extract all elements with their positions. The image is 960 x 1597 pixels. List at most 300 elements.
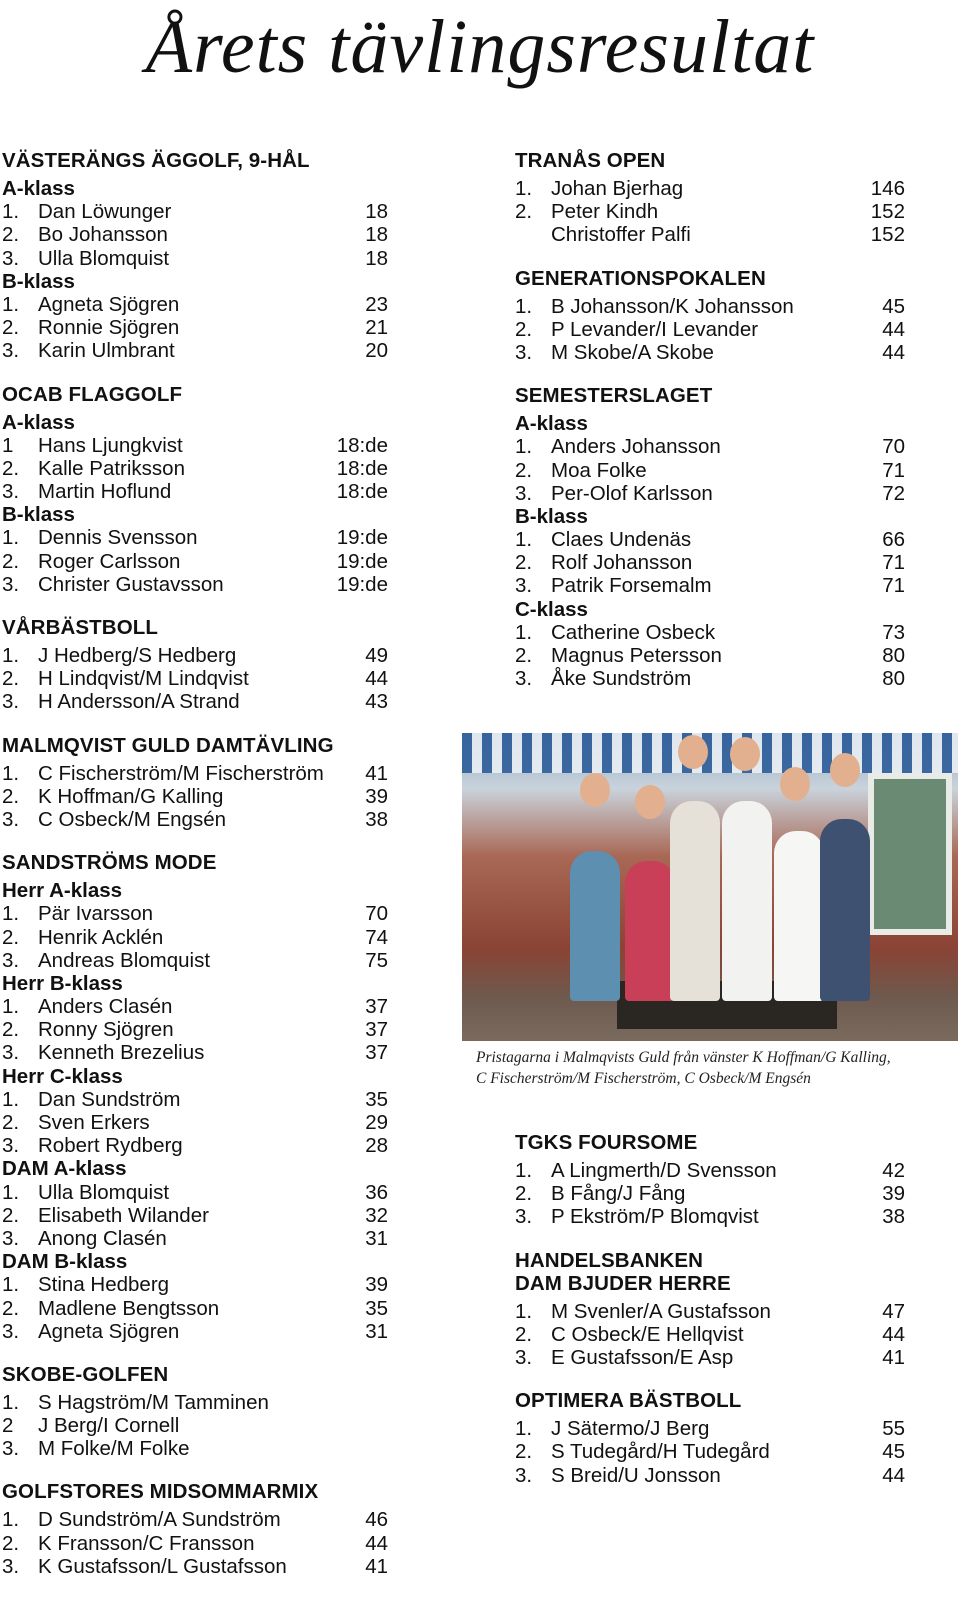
score: 37 — [365, 995, 388, 1019]
placing: 2. — [2, 549, 20, 573]
result-row — [2, 949, 388, 972]
class-label: DAM A-klass — [2, 1157, 127, 1181]
section-title: HANDELSBANKEN — [515, 1248, 704, 1272]
result-row — [515, 528, 905, 551]
class-label: B-klass — [515, 504, 588, 528]
player-name: Karin Ulmbrant — [38, 339, 175, 363]
player-name: Stina Hedberg — [38, 1273, 170, 1297]
placing: 3. — [2, 1437, 20, 1461]
placing: 2. — [515, 644, 533, 667]
score: 44 — [882, 340, 905, 364]
score: 37 — [365, 1041, 388, 1065]
result-row — [2, 457, 388, 480]
placing: 3. — [2, 807, 20, 831]
person-head — [780, 767, 810, 801]
placing: 1. — [515, 1299, 533, 1323]
player-name: B Fång/J Fång — [551, 1182, 686, 1206]
person-head — [580, 773, 610, 807]
player-name: Claes Undenäs — [551, 528, 692, 552]
result-row — [2, 1111, 388, 1134]
player-name: Roger Carlsson — [38, 549, 181, 573]
result-row — [2, 316, 388, 339]
score: 19:de — [336, 549, 388, 573]
placing: 1. — [2, 1273, 20, 1297]
score: 146 — [870, 177, 905, 200]
placing: 2. — [2, 1531, 20, 1555]
placing: 1. — [2, 902, 20, 926]
class-label: Herr A-klass — [2, 879, 123, 903]
player-name: Catherine Osbeck — [551, 620, 716, 644]
placing: 1. — [2, 200, 20, 224]
result-row — [515, 1346, 905, 1369]
score: 41 — [882, 1345, 905, 1369]
player-name: Hans Ljungkvist — [38, 433, 183, 457]
result-row — [2, 339, 388, 362]
score: 20 — [365, 339, 388, 363]
class-label: B-klass — [2, 503, 75, 527]
player-name: M Folke/M Folke — [38, 1437, 190, 1461]
result-row — [515, 177, 905, 200]
score: 39 — [882, 1182, 905, 1206]
photo-caption — [476, 1047, 946, 1089]
score: 37 — [365, 1018, 388, 1042]
player-name: M Skobe/A Skobe — [551, 340, 714, 364]
person — [722, 801, 772, 1001]
result-row — [2, 223, 388, 246]
result-section — [2, 1479, 388, 1578]
player-name: P Levander/I Levander — [551, 317, 759, 341]
player-name: D Sundström/A Sundström — [38, 1508, 281, 1532]
result-row — [2, 1181, 388, 1204]
score: 19:de — [336, 526, 388, 550]
person — [820, 819, 870, 1001]
result-row — [515, 459, 905, 482]
player-name: Henrik Acklén — [38, 925, 164, 949]
result-section — [2, 382, 388, 597]
section-title: OCAB FLAGGOLF — [2, 382, 183, 406]
score: 39 — [365, 784, 388, 808]
class-label: C-klass — [515, 597, 588, 621]
placing: 1. — [2, 1087, 20, 1111]
placing: 2. — [515, 1440, 533, 1464]
placing: 3. — [2, 1226, 20, 1250]
awning — [462, 733, 958, 773]
score: 70 — [365, 902, 388, 926]
result-row — [2, 247, 388, 270]
placing: 3. — [2, 1134, 20, 1158]
player-name: Anders Clasén — [38, 995, 173, 1019]
placing — [515, 223, 551, 246]
placing: 3. — [2, 339, 20, 363]
player-name: C Fischerström/M Fischerström — [38, 761, 324, 785]
score: 72 — [882, 481, 905, 505]
placing: 1. — [2, 761, 20, 785]
page-title: Årets tävlingsresultat — [145, 5, 815, 89]
score: 46 — [365, 1508, 388, 1532]
player-name: B Johansson/K Johansson — [551, 294, 794, 318]
result-row — [2, 1555, 388, 1578]
result-row — [2, 550, 388, 573]
result-section — [2, 1362, 388, 1461]
player-name: Peter Kindh — [551, 200, 659, 224]
player-name: Kenneth Brezelius — [38, 1041, 205, 1065]
placing: 2. — [2, 1203, 20, 1227]
score: 18 — [365, 246, 388, 270]
player-name: Elisabeth Wilander — [38, 1203, 209, 1227]
result-row — [515, 435, 905, 458]
person — [570, 851, 620, 1001]
player-name: Robert Rydberg — [38, 1134, 183, 1158]
section-title: VÅRBÄSTBOLL — [2, 616, 158, 639]
result-row — [515, 341, 905, 364]
result-section — [2, 148, 388, 363]
right-top-results-column — [515, 148, 905, 709]
placing: 1. — [515, 528, 533, 552]
placing: 1. — [2, 995, 20, 1019]
score: 44 — [365, 667, 388, 691]
score: 66 — [882, 528, 905, 552]
score — [358, 1391, 388, 1414]
result-row — [515, 1417, 905, 1440]
placing: 3. — [2, 1319, 20, 1343]
person-head — [730, 737, 760, 771]
score: 44 — [882, 1322, 905, 1346]
player-name: H Lindqvist/M Lindqvist — [38, 667, 249, 691]
score: 18 — [365, 200, 388, 224]
score: 71 — [882, 458, 905, 482]
player-name: Anong Clasén — [38, 1226, 167, 1250]
result-row — [515, 200, 905, 223]
score: 42 — [882, 1159, 905, 1182]
result-row — [515, 223, 905, 246]
placing: 3. — [515, 1345, 533, 1369]
placing: 1. — [515, 620, 533, 644]
player-name: P Ekström/P Blomqvist — [551, 1205, 759, 1229]
result-row — [2, 200, 388, 223]
player-name: S Hagström/M Tamminen — [38, 1390, 269, 1414]
player-name: Dan Löwunger — [38, 200, 172, 224]
result-section — [515, 383, 905, 690]
class-label: Herr C-klass — [2, 1064, 123, 1088]
result-row — [2, 995, 388, 1018]
score: 41 — [365, 1554, 388, 1578]
result-row — [2, 1437, 388, 1460]
score: 31 — [365, 1226, 388, 1250]
result-row — [2, 1088, 388, 1111]
class-label: A-klass — [515, 412, 588, 436]
placing: 1 — [2, 433, 14, 457]
placing: 1. — [2, 1508, 20, 1532]
result-row — [2, 1297, 388, 1320]
player-name: Johan Bjerhag — [551, 177, 684, 200]
placing: 1. — [2, 644, 20, 667]
prize-winners-photo — [462, 733, 958, 1041]
score: 18:de — [336, 456, 388, 480]
player-name: K Hoffman/G Kalling — [38, 784, 224, 808]
section-title: SEMESTERSLAGET — [515, 384, 713, 408]
right-bottom-results-column — [515, 1130, 905, 1506]
player-name: Pär Ivarsson — [38, 902, 154, 926]
result-section — [515, 266, 905, 365]
score: 19:de — [336, 572, 388, 596]
result-row — [2, 902, 388, 925]
placing: 3. — [2, 572, 20, 596]
score: 74 — [365, 925, 388, 949]
result-row — [515, 1440, 905, 1463]
result-row — [2, 573, 388, 596]
player-name: J Sätermo/J Berg — [551, 1417, 710, 1441]
class-label: A-klass — [2, 177, 75, 200]
placing: 3. — [515, 481, 533, 505]
result-row — [2, 1204, 388, 1227]
placing: 1. — [2, 526, 20, 550]
placing: 1. — [515, 435, 533, 459]
placing: 3. — [515, 1463, 533, 1487]
result-row — [2, 785, 388, 808]
result-row — [515, 551, 905, 574]
score: 71 — [882, 551, 905, 575]
result-section — [2, 733, 388, 832]
placing: 2. — [515, 317, 533, 341]
score: 45 — [882, 294, 905, 318]
player-name: Ulla Blomquist — [38, 246, 170, 270]
result-row — [515, 1464, 905, 1487]
placing: 3. — [2, 1041, 20, 1065]
result-section — [2, 850, 388, 1343]
score: 23 — [365, 292, 388, 316]
player-name: M Svenler/A Gustafsson — [551, 1299, 771, 1323]
placing: 3. — [515, 340, 533, 364]
placing: 3. — [2, 690, 20, 714]
score: 44 — [882, 1463, 905, 1487]
result-row — [515, 1300, 905, 1323]
result-row — [515, 574, 905, 597]
result-row — [515, 644, 905, 667]
score: 18 — [365, 223, 388, 247]
placing: 2. — [515, 551, 533, 575]
result-row — [2, 1041, 388, 1064]
score: 36 — [365, 1180, 388, 1204]
score: 80 — [882, 667, 905, 691]
placing: 1. — [2, 1180, 20, 1204]
player-name: Dennis Svensson — [38, 526, 198, 550]
result-section — [515, 1130, 905, 1229]
placing: 2. — [515, 458, 533, 482]
score: 28 — [365, 1134, 388, 1158]
score: 71 — [882, 574, 905, 598]
result-section — [515, 1248, 905, 1370]
result-row — [2, 1273, 388, 1296]
placing: 3. — [2, 246, 20, 270]
result-row — [515, 1323, 905, 1346]
class-label: B-klass — [2, 269, 75, 293]
player-name: Rolf Johansson — [551, 551, 693, 575]
person — [670, 801, 720, 1001]
player-name: Agneta Sjögren — [38, 292, 180, 316]
placing: 1. — [515, 294, 533, 318]
score: 35 — [365, 1087, 388, 1111]
player-name: Moa Folke — [551, 458, 647, 482]
result-row — [515, 1205, 905, 1228]
placing: 2. — [2, 667, 20, 691]
score: 32 — [365, 1203, 388, 1227]
result-row — [515, 318, 905, 341]
score: 49 — [365, 644, 388, 667]
player-name: S Tudegård/H Tudegård — [551, 1440, 770, 1464]
player-name: Christer Gustavsson — [38, 572, 224, 596]
placing: 2. — [2, 316, 20, 340]
score: 55 — [882, 1417, 905, 1441]
section-title: SKOBE-GOLFEN — [2, 1362, 169, 1386]
placing: 1. — [2, 1390, 20, 1414]
score: 47 — [882, 1299, 905, 1323]
section-title: MALMQVIST GULD DAMTÄVLING — [2, 733, 334, 757]
score: 44 — [365, 1531, 388, 1555]
placing: 2. — [515, 1322, 533, 1346]
player-name: K Gustafsson/L Gustafsson — [38, 1554, 287, 1578]
placing: 1. — [515, 177, 533, 200]
score: 29 — [365, 1111, 388, 1134]
score: 44 — [882, 317, 905, 341]
placing: 2. — [2, 1111, 20, 1134]
player-name: Anders Johansson — [551, 435, 721, 459]
player-name: Patrik Forsemalm — [551, 574, 712, 598]
score: 80 — [882, 644, 905, 667]
result-row — [2, 526, 388, 549]
result-row — [2, 808, 388, 831]
result-row — [2, 644, 388, 667]
section-title: GENERATIONSPOKALEN — [515, 266, 766, 290]
section-title: TGKS FOURSOME — [515, 1131, 698, 1154]
score: 39 — [365, 1273, 388, 1297]
placing: 3. — [515, 1205, 533, 1229]
result-row — [2, 293, 388, 316]
player-name: A Lingmerth/D Svensson — [551, 1159, 777, 1182]
score: 21 — [365, 316, 388, 340]
score: 38 — [365, 807, 388, 831]
player-name: Ronny Sjögren — [38, 1018, 174, 1042]
class-label: DAM B-klass — [2, 1250, 128, 1274]
result-row — [515, 667, 905, 690]
result-row — [2, 1391, 388, 1414]
player-name: Christoffer Palfi — [551, 223, 691, 247]
section-title: DAM BJUDER HERRE — [515, 1271, 731, 1295]
placing: 2. — [2, 1018, 20, 1042]
result-row — [2, 1227, 388, 1250]
person — [774, 831, 824, 1001]
score: 18:de — [336, 480, 388, 504]
player-name: H Andersson/A Strand — [38, 690, 240, 714]
score — [358, 1437, 388, 1460]
placing: 3. — [2, 948, 20, 972]
result-section — [515, 148, 905, 247]
person — [625, 861, 675, 1001]
score: 75 — [365, 948, 388, 972]
player-name: Per-Olof Karlsson — [551, 481, 713, 505]
class-label: Herr B-klass — [2, 971, 123, 995]
person-head — [678, 735, 708, 769]
section-title: OPTIMERA BÄSTBOLL — [515, 1389, 742, 1413]
player-name: Madlene Bengtsson — [38, 1296, 220, 1320]
placing: 2. — [515, 200, 533, 224]
placing: 3. — [515, 667, 533, 691]
result-row — [2, 434, 388, 457]
result-row — [515, 621, 905, 644]
placing: 2. — [2, 784, 20, 808]
player-name: Martin Hoflund — [38, 480, 172, 504]
result-section — [515, 1388, 905, 1487]
placing: 1. — [2, 292, 20, 316]
player-name: Åke Sundström — [551, 667, 692, 691]
section-title: SANDSTRÖMS MODE — [2, 851, 217, 875]
result-row — [515, 1182, 905, 1205]
player-name: Sven Erkers — [38, 1111, 150, 1134]
result-row — [2, 1018, 388, 1041]
result-row — [515, 482, 905, 505]
result-row — [2, 762, 388, 785]
player-name: K Fransson/C Fransson — [38, 1531, 255, 1555]
score: 41 — [365, 761, 388, 785]
player-name: Ronnie Sjögren — [38, 316, 180, 340]
section-title: VÄSTERÄNGS ÄGGOLF, 9-HÅL — [2, 149, 310, 172]
left-results-column — [2, 148, 388, 1597]
score: 38 — [882, 1205, 905, 1229]
caption-line: Pristagarna i Malmqvists Guld från vänster K Hoffman/G Kalling, — [476, 1049, 891, 1066]
placing: 3. — [515, 574, 533, 598]
result-row — [2, 1134, 388, 1157]
player-name: Kalle Patriksson — [38, 456, 185, 480]
result-row — [2, 1508, 388, 1531]
player-name: S Breid/U Jonsson — [551, 1463, 721, 1487]
person-head — [830, 753, 860, 787]
score: 45 — [882, 1440, 905, 1464]
player-name: C Osbeck/E Hellqvist — [551, 1322, 744, 1346]
player-name: Dan Sundström — [38, 1087, 181, 1111]
placing: 2 — [2, 1414, 14, 1438]
placing: 1. — [515, 1417, 533, 1441]
player-name: Ulla Blomquist — [38, 1180, 170, 1204]
placing: 2. — [2, 223, 20, 247]
section-title: GOLFSTORES MIDSOMMARMIX — [2, 1480, 319, 1504]
player-name: Bo Johansson — [38, 223, 168, 247]
section-title: TRANÅS OPEN — [515, 149, 666, 172]
placing: 2. — [2, 925, 20, 949]
score: 152 — [870, 200, 905, 224]
placing: 3. — [2, 480, 20, 504]
result-row — [2, 1320, 388, 1343]
placing: 2. — [2, 456, 20, 480]
result-row — [2, 1414, 388, 1437]
person-head — [635, 785, 665, 819]
result-row — [515, 295, 905, 318]
player-name: Andreas Blomquist — [38, 948, 211, 972]
placing: 2. — [2, 1296, 20, 1320]
player-name: J Hedberg/S Hedberg — [38, 644, 237, 667]
player-name: J Berg/I Cornell — [38, 1414, 180, 1438]
player-name: C Osbeck/M Engsén — [38, 807, 226, 831]
result-row — [2, 926, 388, 949]
score: 43 — [365, 690, 388, 714]
score — [358, 1414, 388, 1437]
player-name: Agneta Sjögren — [38, 1319, 180, 1343]
placing: 1. — [515, 1159, 533, 1182]
result-row — [2, 667, 388, 690]
player-name: E Gustafsson/E Asp — [551, 1345, 734, 1369]
result-row — [515, 1159, 905, 1182]
player-name: Magnus Petersson — [551, 644, 722, 667]
score: 70 — [882, 435, 905, 459]
placing: 2. — [515, 1182, 533, 1206]
